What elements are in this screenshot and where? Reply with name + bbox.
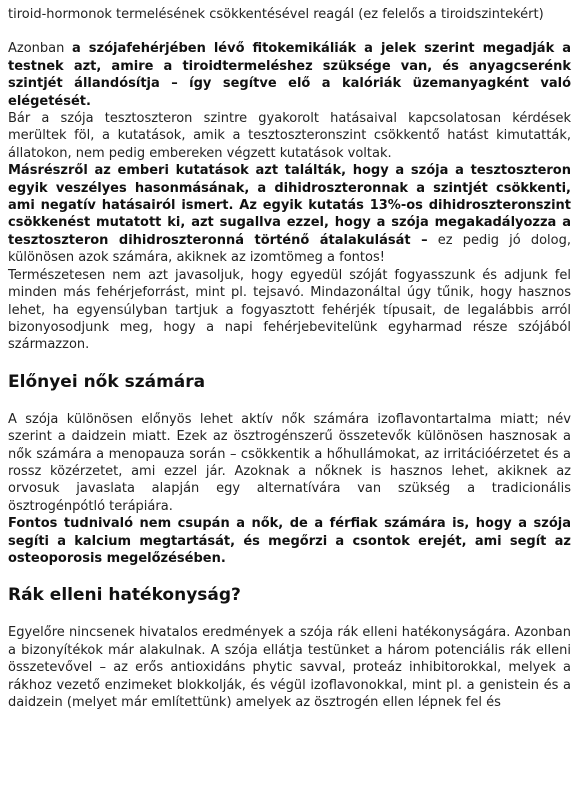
thyroid-lead-text: Azonban	[8, 41, 72, 57]
heading-gap	[8, 393, 571, 411]
human-research-rest-text: ez pedig jó dolog, különösen azok számára, akiknek az izomtömeg a fontos!	[8, 232, 571, 266]
thyroid-bold-text: a szójafehérjében lévő fitokemikáliák a jelek szerint megadják a testnek azt, amire a tiroidtermeléshez szüksége van, és anyagcserénk szintjét állandósítja – így segítve elő a kalóriák üzemanyagként való elégetését.	[8, 41, 572, 109]
section-gap	[8, 354, 571, 371]
section-heading-cancer: Rák elleni hatékonyság?	[8, 585, 241, 606]
intro-paragraph-testosterone: Bár a szója tesztoszteron szintre gyakorolt hatásaival kapcsolatosan kérdések merültek föl, a kutatások, amik a tesztoszteronszint csökkentő hatást kimutatták, állatokon, nem pedig embereken végzett kutatások voltak.	[8, 111, 571, 161]
heading-gap	[8, 606, 571, 624]
intro-paragraph-continuation: tiroid-hormonok termelésének csökkentésével reagál (ez felelős a tiroidszintekért)	[8, 7, 544, 22]
human-research-bold-text: Másrészről az emberi kutatások azt találták, hogy a szója a tesztoszteron egyik veszélyes hasonmásának, a dihidroszteronnak a szintjét csökkenti, ami negatív hatásairól ismert. Az egyik kutatás 13%-os dihidroszteronszint csökkenést mutatott ki, azt sugallva ezzel, hogy a szója megakadályozza a tesztoszteron dihidroszteronná történő átalakulását –	[8, 163, 571, 248]
intro-paragraph-protein-balance: Természetesen nem azt javasoljuk, hogy egyedül szóját fogyasszunk és adjunk fel minden más fehérjeforrást, mint pl. tejsavó. Mindazonáltal úgy tűnik, hogy hasznos lehet, ha egyensúlyban tartjuk a fogyasztott fehérjék típusait, de legalábbis arról bizonyosodjunk meg, hogy a napi fehérjebevitelünk egyharmad része szójából származzon.	[8, 267, 571, 353]
intro-paragraph-human-research	[8, 162, 571, 266]
cancer-paragraph: Egyelőre nincsenek hivatalos eredmények a szója rák elleni hatékonyságára. Azonban a bizonyítékok már alakulnak. A szója ellátja testünket a három potenciális rák elleni összetevővel – az erős antioxidáns phytic savval, proteáz inhibitorokkal, melyek a rákhoz vezető enzimeket blokkolják, és végül izoflavonokkal, mint pl. a genistein és a daidzein (melyet már említettünk) amelyek az ösztrogén ellen lépnek fel és	[8, 625, 571, 710]
section-heading-women: Előnyei nők számára	[8, 371, 206, 392]
section-gap	[8, 567, 571, 584]
paragraph-gap	[8, 23, 571, 40]
women-paragraph-isoflavones: A szója különösen előnyös lehet aktív nők számára izoflavontartalma miatt; név szerint a daidzein miatt. Ezek az ösztrogénszerű összetevők különösen hasznosak a nők számára a menopauza során – csökkentik a hőhullámokat, az irritációérzetet és a rossz közérzetet, ami ezzel jár. Azoknak a nőknek is hasznos lehet, akiknek az orvosuk javaslata alapján egy alternatívára van szükség a tradicionális ösztrogénpótló terápiára.	[8, 411, 571, 514]
women-paragraph-calcium	[8, 515, 571, 567]
calcium-bold-text: Fontos tudnivaló nem csupán a nők, de a férfiak számára is, hogy a szója segíti a kalcium megtartását, és megőrzi a csontok erejét, ami segít az osteoporosis megelőzésében.	[8, 516, 571, 566]
intro-paragraph-thyroid	[8, 40, 571, 110]
